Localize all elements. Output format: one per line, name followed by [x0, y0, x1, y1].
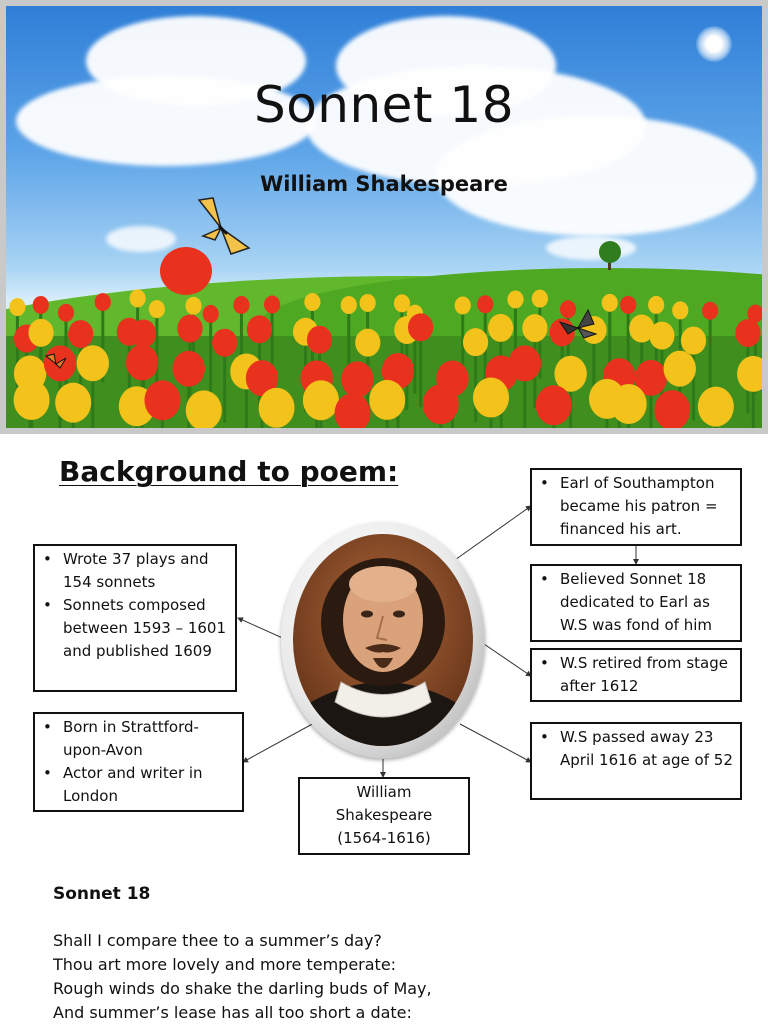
bullet-item: • Sonnets composed between 1593 – 1601 and published 1609: [41, 594, 229, 663]
tulip-icon: [620, 296, 636, 314]
tulip-icon: [611, 384, 647, 424]
tulip-icon: [9, 298, 25, 316]
caption-line: William: [356, 783, 412, 801]
tulip-icon: [664, 351, 696, 387]
tulip-icon: [14, 380, 50, 420]
tulip-icon: [394, 294, 410, 312]
portrait-caption: [298, 777, 470, 855]
slide-title: Sonnet 18: [253, 76, 515, 134]
tulip-icon: [488, 314, 513, 342]
tulip-icon: [602, 294, 618, 312]
tulip-icon: [423, 384, 459, 424]
info-box-patron: [530, 468, 742, 546]
title-slide: [0, 0, 768, 434]
tulip-icon: [160, 247, 212, 295]
info-box-retired: [530, 648, 742, 702]
connector-arrow: [238, 618, 287, 640]
tulip-icon: [58, 304, 74, 322]
tulip-icon: [149, 300, 165, 318]
tulip-icon: [259, 388, 295, 428]
tulip-icon: [698, 387, 734, 427]
tulip-icon: [126, 345, 158, 381]
caption-line: (1564-1616): [337, 829, 431, 847]
tulip-icon: [130, 289, 146, 307]
tulip-icon: [532, 290, 548, 308]
tulip-icon: [649, 322, 674, 350]
tulip-icon: [672, 301, 688, 319]
bullet-item: • W.S passed away 23 April 1616 at age of 52: [538, 726, 734, 772]
tulip-icon: [304, 293, 320, 311]
butterfly-icon: [199, 198, 249, 254]
tulip-icon: [355, 329, 380, 357]
bullet-item: • Born in Strattford-upon-Avon: [41, 716, 236, 762]
tulip-icon: [509, 345, 541, 381]
tulip-icon: [560, 300, 576, 318]
bullet-item: • Earl of Southampton became his patron = financed his art.: [538, 472, 734, 541]
tulip-icon: [473, 377, 509, 417]
tulip-icon: [702, 302, 718, 320]
bullet-item: • Actor and writer in London: [41, 762, 236, 808]
tulip-icon: [507, 290, 523, 308]
info-box-works: [33, 544, 237, 692]
tulip-icon: [28, 319, 53, 347]
tulip-icon: [735, 319, 760, 347]
tulip-icon: [408, 313, 433, 341]
poem-text: [53, 929, 432, 1024]
tulip-icon: [247, 315, 272, 343]
tulip-icon: [681, 327, 706, 355]
poem-line: Thou art more lovely and more temperate:: [53, 955, 397, 974]
tulip-icon: [33, 296, 49, 314]
tulip-icon: [144, 380, 180, 420]
tulip-icon: [55, 383, 91, 423]
info-box-death: [530, 722, 742, 800]
connector-arrow: [484, 644, 531, 676]
tulip-icon: [455, 296, 471, 314]
tulip-icon: [341, 361, 373, 397]
tulip-icon: [463, 328, 488, 356]
tulip-icon: [203, 305, 219, 323]
tulip-icon: [369, 380, 405, 420]
bullet-item: • W.S retired from stage after 1612: [538, 652, 734, 698]
tulip-icon: [233, 296, 249, 314]
tulip-icon: [185, 297, 201, 315]
shakespeare-portrait: [291, 532, 475, 748]
section-heading: Background to poem:: [59, 455, 399, 488]
tulip-field: [6, 6, 762, 428]
poem-line: Shall I compare thee to a summer’s day?: [53, 931, 382, 950]
tulip-icon: [264, 296, 280, 314]
tulip-icon: [360, 294, 376, 312]
tulip-icon: [536, 385, 572, 425]
tulip-icon: [341, 296, 357, 314]
tulip-icon: [303, 380, 339, 420]
tulip-icon: [212, 329, 237, 357]
tulip-icon: [173, 351, 205, 387]
poem-title: Sonnet 18: [53, 884, 151, 904]
caption-line: Shakespeare: [335, 806, 433, 824]
tulip-icon: [648, 296, 664, 314]
tulip-icon: [477, 295, 493, 313]
tulip-icon: [77, 345, 109, 381]
slide-subtitle: William Shakespeare: [260, 172, 508, 196]
bullet-item: • Believed Sonnet 18 dedicated to Earl as W.S was fond of him: [538, 568, 734, 637]
tree-icon: [599, 241, 621, 270]
info-box-birth: [33, 712, 244, 812]
poem-line: And summer’s lease has all too short a date:: [53, 1003, 412, 1022]
tulip-icon: [522, 314, 547, 342]
tulip-icon: [68, 320, 93, 348]
tulip-icon: [95, 293, 111, 311]
tulip-icon: [177, 315, 202, 343]
tulip-icon: [131, 319, 156, 347]
poem-line: Rough winds do shake the darling buds of May,: [53, 979, 432, 998]
bullet-item: • Wrote 37 plays and 154 sonnets: [41, 548, 229, 594]
tulip-icon: [307, 326, 332, 354]
spring-landscape-image: [6, 6, 762, 428]
info-box-dedication: [530, 564, 742, 642]
